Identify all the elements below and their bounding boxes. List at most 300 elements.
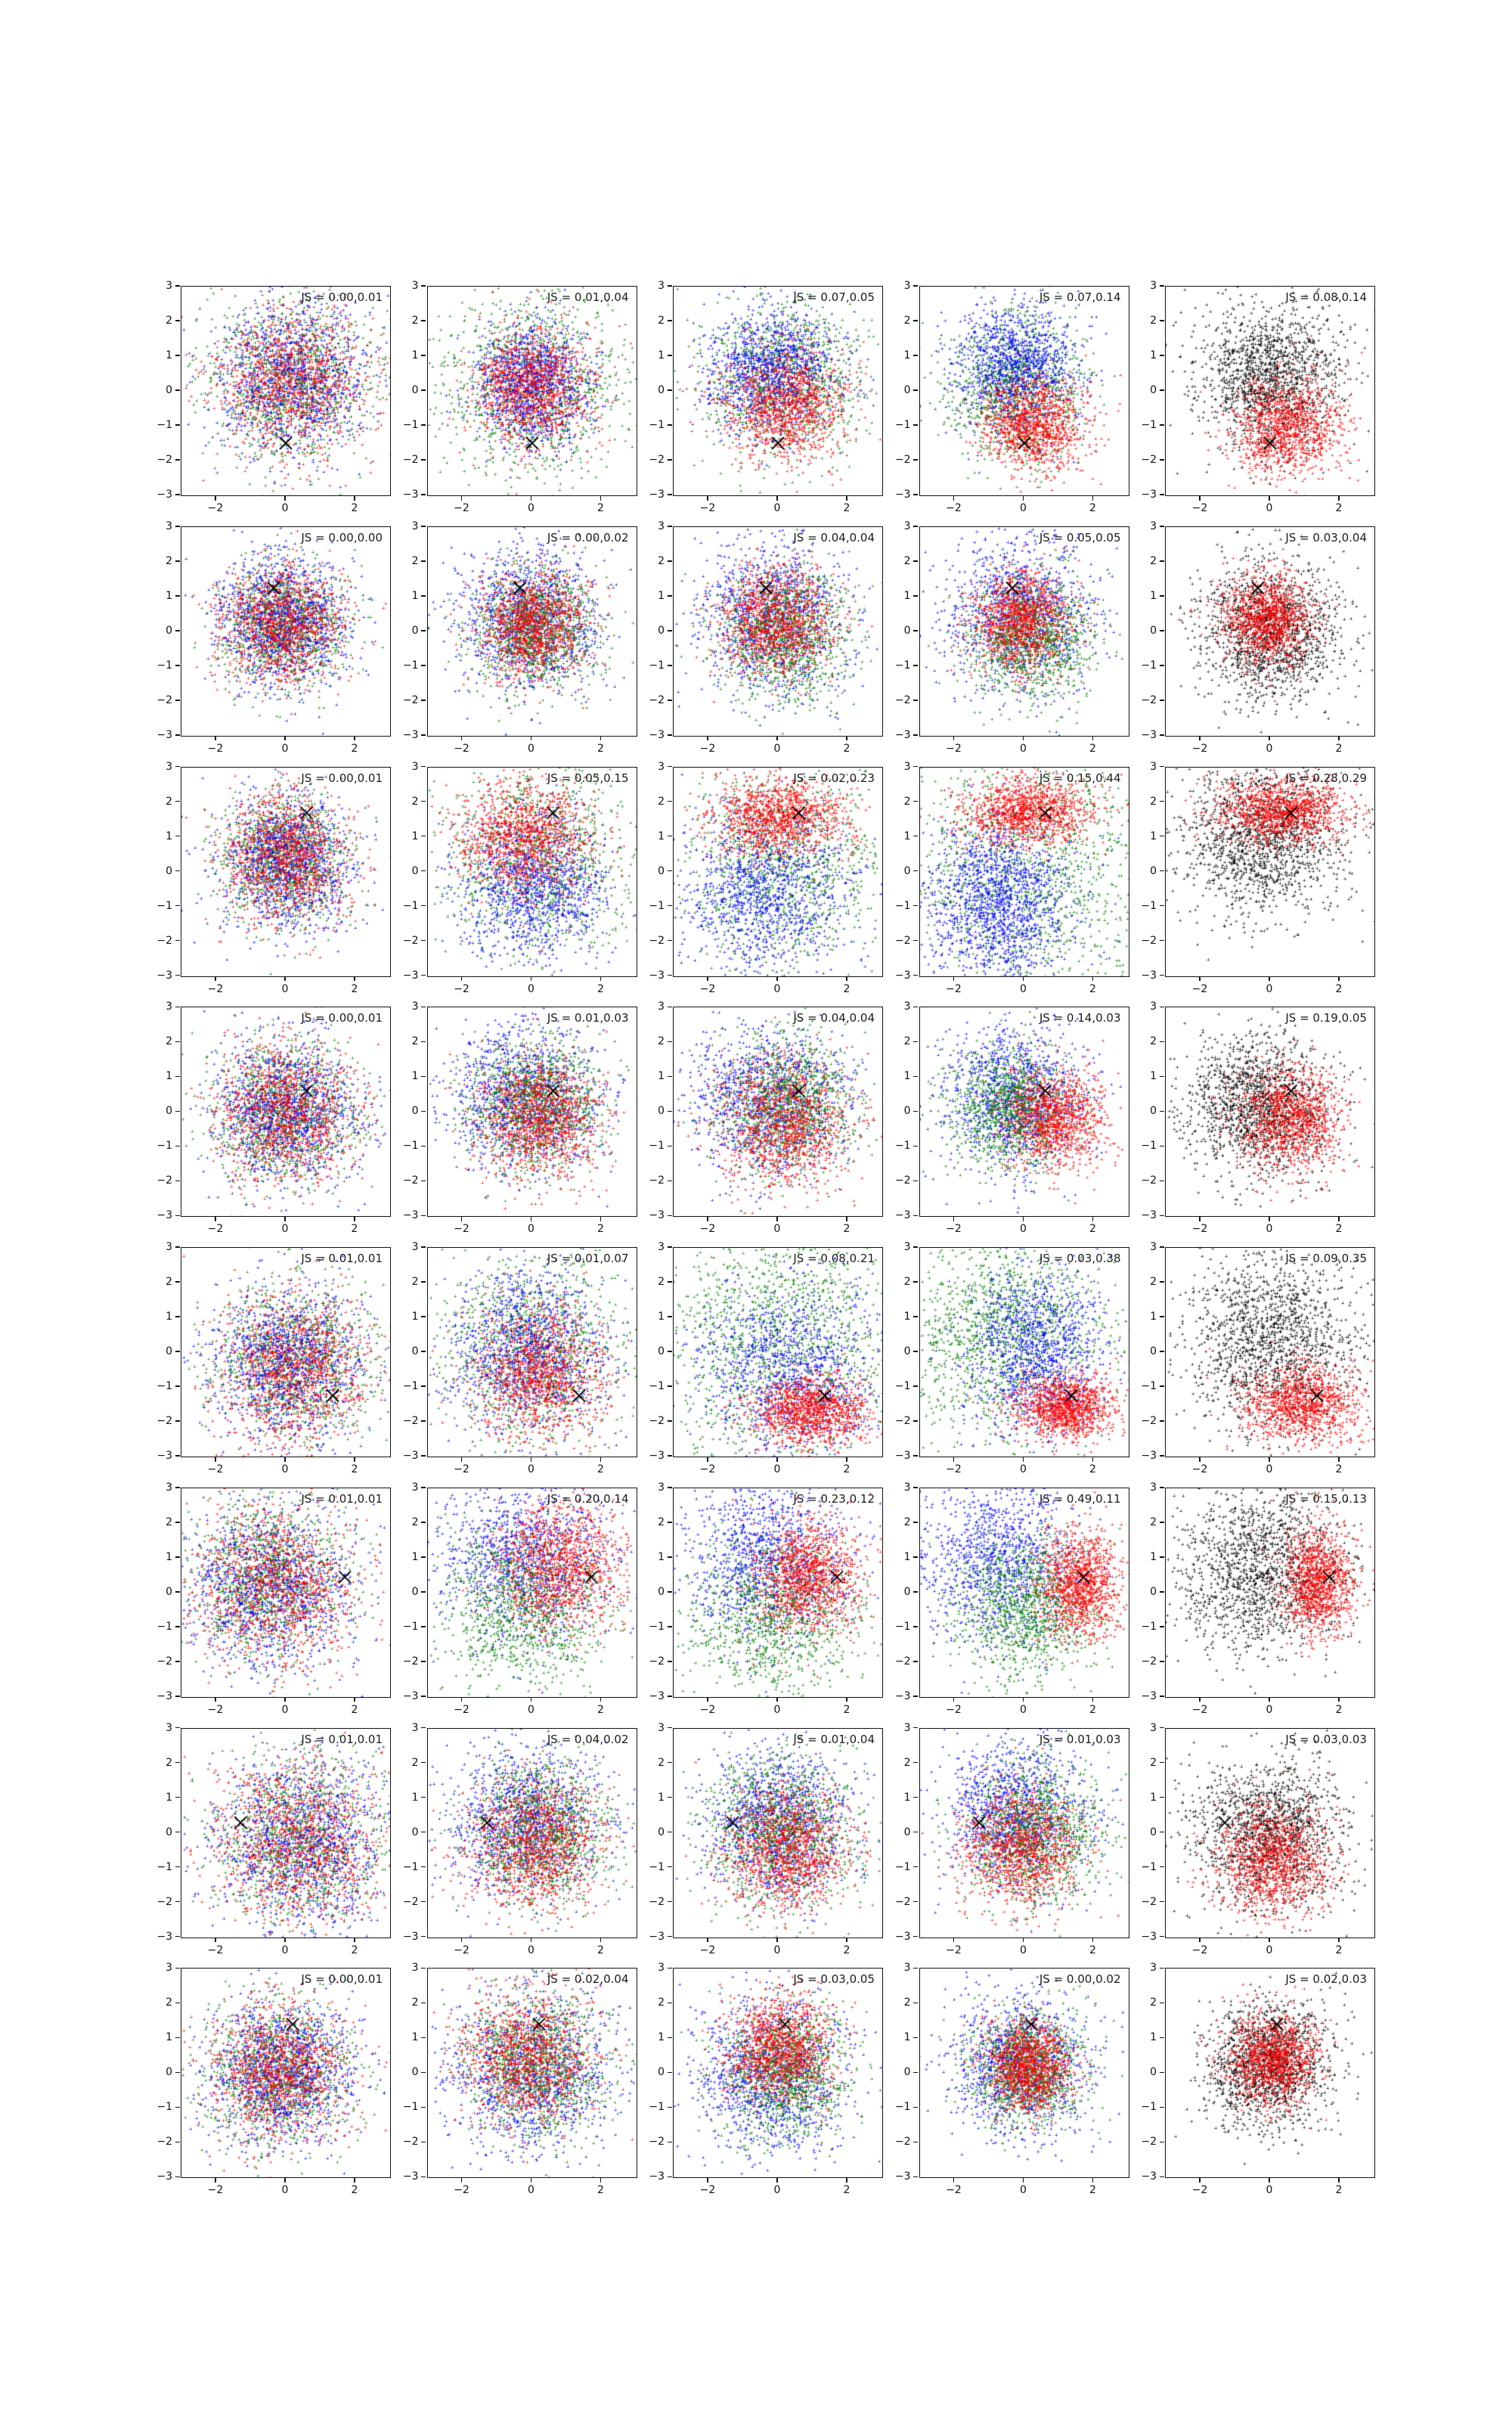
y-axis-tick-label: −1 [894,1860,911,1873]
x-axis-tick [354,736,355,740]
scatter-canvas [1166,287,1374,495]
y-axis-tick [913,1351,918,1352]
y-axis-tick-label: 2 [166,1996,172,2009]
y-axis-tick-label: 3 [1150,1001,1157,1013]
x-axis-tick-label: 2 [843,982,850,995]
x-axis-tick-label: 2 [843,1703,850,1716]
y-axis-tick [913,2142,918,2143]
y-axis-tick-label: 0 [1150,1826,1157,1838]
y-axis-tick [175,1487,180,1488]
y-axis-tick-label: −2 [156,1415,172,1427]
y-axis-tick [1160,2072,1164,2074]
y-axis-tick [668,630,672,631]
scatter-subplot-r6-c3 [649,1481,881,1716]
y-axis-tick-label: −2 [402,454,419,466]
x-axis-tick [215,2178,216,2183]
y-axis-tick [668,1626,672,1627]
y-axis-tick-label: −2 [402,1895,419,1908]
y-axis-tick [1160,1797,1164,1798]
y-axis-tick-label: 1 [903,1311,911,1323]
y-axis-tick-label: −2 [156,454,172,466]
x-axis-tick-label: 2 [1089,1703,1096,1716]
y-axis-tick [175,320,180,321]
x-axis-tick [1338,1217,1340,1221]
js-divergence-label: JS = 0.01,0.04 [793,1732,875,1746]
x-axis-tick-label: −2 [946,1703,962,1716]
y-axis-tick-label: 1 [411,1791,419,1804]
js-divergence-label: JS = 0.08,0.21 [793,1252,875,1265]
y-axis-tick [1160,700,1164,701]
x-axis-tick-label: −2 [454,1944,469,1956]
x-axis-tick [846,1217,847,1221]
y-axis-tick [913,1762,918,1764]
y-axis-tick-label: 3 [166,520,172,532]
y-axis-tick [421,1146,426,1147]
scatter-subplot-r8-c1 [156,1962,389,2197]
y-axis-tick [913,2072,918,2074]
x-axis-tick [1092,1217,1094,1221]
y-axis-tick [668,1007,672,1008]
y-axis-tick-label: 1 [166,2031,172,2044]
y-axis-tick [421,1351,426,1352]
y-axis-tick [1160,595,1164,597]
y-axis-tick [175,459,180,461]
y-axis-tick-label: 3 [411,520,419,532]
y-axis-tick [668,526,672,527]
y-axis-tick [668,1661,672,1662]
y-axis-tick [668,870,672,872]
y-axis-tick-label: 3 [411,1721,419,1734]
x-axis-tick [846,736,847,740]
x-axis-tick [600,2178,602,2183]
y-axis-tick [1160,1215,1164,1217]
y-axis-tick [1160,1661,1164,1662]
axes-frame [427,767,637,977]
y-axis-tick-label: −3 [156,969,172,982]
y-axis-tick-label: 1 [166,349,172,361]
scatter-canvas [181,1969,390,2177]
x-axis-tick-label: 2 [1089,1944,1096,1956]
y-axis-tick [1160,940,1164,942]
x-axis-tick-label: 0 [1020,2184,1027,2197]
x-axis-tick-label: 0 [773,502,781,514]
y-axis-tick-label: 1 [903,1550,911,1563]
y-axis-tick [913,1626,918,1627]
y-axis-tick [668,2176,672,2178]
y-axis-tick [1160,1696,1164,1697]
y-axis-tick-label: 3 [166,1481,172,1494]
axes-frame [427,1968,637,2178]
y-axis-tick-label: −3 [894,728,911,741]
scatter-subplot-r8-c4 [894,1962,1128,2197]
y-axis-tick-label: −3 [156,489,172,501]
y-axis-tick-label: 2 [411,1996,419,2009]
y-axis-tick-label: −2 [894,1655,911,1668]
y-axis-tick-label: 3 [166,1962,172,1975]
y-axis-tick [913,1487,918,1488]
y-axis-tick-label: −1 [894,1140,911,1153]
x-axis-tick-label: −2 [946,502,962,514]
y-axis-tick [668,1041,672,1043]
axes-frame [1165,1488,1375,1698]
x-axis-tick-label: 2 [1335,502,1343,514]
y-axis-tick-label: 3 [411,280,419,292]
scatter-subplot-r2-c2 [402,520,636,755]
y-axis-tick [1160,1832,1164,1833]
x-axis-tick [707,2178,708,2183]
x-axis-tick [846,2178,847,2183]
y-axis-tick [668,1487,672,1488]
y-axis-tick [175,1661,180,1662]
x-axis-tick [1199,976,1201,981]
x-axis-tick [215,1217,216,1221]
y-axis-tick-label: 1 [1150,1550,1157,1563]
scatter-canvas [181,287,390,495]
x-axis-tick [846,496,847,501]
x-axis-tick-label: 2 [1335,1944,1343,1956]
scatter-canvas [181,1729,390,1938]
x-axis-tick-label: 0 [1266,1944,1273,1956]
x-axis-tick-label: 2 [597,742,604,755]
y-axis-tick-label: 0 [903,1345,911,1357]
y-axis-tick [668,1866,672,1868]
scatter-subplot-r6-c2 [402,1481,636,1716]
js-divergence-label: JS = 0.01,0.07 [547,1252,629,1265]
y-axis-tick [421,630,426,631]
x-axis-tick [846,1697,847,1702]
y-axis-tick-label: 3 [411,1481,419,1494]
y-axis-tick [175,1797,180,1798]
y-axis-tick [1160,665,1164,666]
y-axis-tick-label: 0 [903,2066,911,2079]
y-axis-tick-label: 2 [166,1035,172,1048]
axes-frame [919,1247,1129,1457]
scatter-canvas [428,1248,637,1457]
scatter-canvas [920,1969,1129,2177]
x-axis-tick-label: 2 [351,1703,358,1716]
y-axis-tick-label: −1 [402,1380,419,1392]
y-axis-tick-label: −1 [649,2101,665,2114]
scatter-subplot-r4-c2 [402,1001,636,1236]
scatter-subplot-r2-c1 [156,520,389,755]
y-axis-tick [1160,1385,1164,1387]
y-axis-tick [913,1007,918,1008]
y-axis-tick-label: −2 [402,1415,419,1427]
y-axis-tick [913,1936,918,1938]
x-axis-tick-label: 2 [1335,1463,1343,1475]
x-axis-tick-label: 0 [1020,742,1027,755]
axes-frame [673,286,883,496]
x-axis-tick [1269,1938,1270,1942]
y-axis-tick-label: 0 [411,2066,419,2079]
x-axis-tick-label: −2 [207,742,224,755]
y-axis-tick-label: 2 [903,1996,911,2009]
x-axis-tick [461,2178,463,2183]
y-axis-tick [668,389,672,391]
axes-frame [919,1728,1129,1938]
y-axis-tick [913,1797,918,1798]
scatter-subplot-r3-c2 [402,760,636,995]
x-axis-tick-label: 2 [597,1944,604,1956]
y-axis-tick [175,630,180,631]
y-axis-tick-label: 0 [658,624,665,637]
scatter-subplot-r4-c5 [1141,1001,1374,1236]
x-axis-tick [461,1938,463,1942]
y-axis-tick-label: −1 [1141,419,1157,431]
y-axis-tick [421,389,426,391]
x-axis-tick-label: 2 [1089,1223,1096,1236]
x-axis-tick [846,976,847,981]
y-axis-tick [1160,1556,1164,1558]
y-axis-tick-label: −2 [649,1415,665,1427]
js-divergence-label: JS = 0.23,0.12 [793,1491,875,1506]
y-axis-tick-label: −3 [156,1689,172,1702]
y-axis-tick [913,459,918,461]
x-axis-tick [215,1938,216,1942]
scatter-canvas [674,287,882,495]
x-axis-tick-label: 0 [1266,742,1273,755]
y-axis-tick [1160,630,1164,631]
x-axis-tick-label: −2 [454,502,469,514]
x-axis-tick [1338,2178,1340,2183]
y-axis-tick-label: 1 [903,349,911,361]
x-axis-tick [707,1938,708,1942]
y-axis-tick [175,2107,180,2108]
x-axis-tick-label: 0 [773,1463,781,1475]
y-axis-tick-label: 0 [903,1105,911,1118]
y-axis-tick [421,1661,426,1662]
y-axis-tick-label: −2 [649,693,665,706]
y-axis-tick-label: 3 [166,760,172,773]
scatter-canvas [920,1729,1129,1938]
x-axis-tick [215,976,216,981]
y-axis-tick [913,1246,918,1248]
y-axis-tick [175,1281,180,1283]
x-axis-tick [776,1938,778,1942]
x-axis-tick-label: −2 [946,1223,962,1236]
y-axis-tick-label: −1 [649,899,665,912]
x-axis-tick [461,496,463,501]
x-axis-tick [600,496,602,501]
scatter-subplot-r5-c2 [402,1241,636,1475]
axes-frame [1165,286,1375,496]
y-axis-tick-label: 3 [1150,1962,1157,1975]
y-axis-tick-label: 2 [658,1516,665,1528]
x-axis-tick-label: 0 [1020,1703,1027,1716]
x-axis-tick-label: 2 [1335,1223,1343,1236]
y-axis-tick [1160,285,1164,287]
js-divergence-label: JS = 0.00,0.01 [301,1972,383,1987]
y-axis-tick [421,1968,426,1969]
x-axis-tick [284,976,286,981]
y-axis-tick-label: 1 [166,1311,172,1323]
x-axis-tick [953,1697,955,1702]
y-axis-tick-label: −2 [156,934,172,947]
y-axis-tick [421,355,426,356]
y-axis-tick-label: −2 [156,1895,172,1908]
scatter-subplot-r1-c2 [402,280,636,514]
y-axis-tick [668,940,672,942]
y-axis-tick-label: 2 [1150,315,1157,327]
y-axis-tick [913,320,918,321]
x-axis-tick [531,496,532,501]
y-axis-tick-label: 2 [903,554,911,567]
y-axis-tick [421,1901,426,1903]
x-axis-tick [1023,736,1024,740]
x-axis-tick-label: 2 [843,1463,850,1475]
y-axis-tick [668,905,672,907]
x-axis-tick-label: 2 [843,502,850,514]
scatter-subplot-r5-c3 [649,1241,881,1475]
y-axis-tick-label: 2 [658,554,665,567]
x-axis-tick [354,1457,355,1462]
y-axis-tick-label: 2 [903,1516,911,1528]
y-axis-tick [421,285,426,287]
y-axis-tick-label: −2 [649,1895,665,1908]
x-axis-tick-label: −2 [454,1463,469,1475]
scatter-canvas [1166,1007,1374,1216]
y-axis-tick [913,870,918,872]
y-axis-tick [421,595,426,597]
x-axis-tick [1199,496,1201,501]
y-axis-tick-label: 3 [658,1001,665,1013]
y-axis-tick [913,1041,918,1043]
y-axis-tick [421,1420,426,1422]
y-axis-tick-label: 0 [411,1826,419,1838]
y-axis-tick [421,1626,426,1627]
x-axis-tick-label: 2 [843,1223,850,1236]
x-axis-tick-label: 0 [773,1223,781,1236]
scatter-canvas [181,1248,390,1457]
y-axis-tick [668,2142,672,2143]
x-axis-tick-label: −2 [699,742,716,755]
x-axis-tick-label: 0 [528,1463,534,1475]
scatter-canvas [1166,768,1374,976]
y-axis-tick-label: 1 [658,1311,665,1323]
axes-frame [181,526,391,737]
y-axis-tick [175,1316,180,1317]
x-axis-tick [953,1938,955,1942]
y-axis-tick-label: 3 [411,1001,419,1013]
scatter-canvas [428,1969,637,2177]
x-axis-tick-label: 0 [281,1944,289,1956]
x-axis-tick [1338,976,1340,981]
y-axis-tick [668,424,672,426]
js-divergence-label: JS = 0.04,0.04 [793,1011,875,1025]
y-axis-tick-label: −3 [894,1689,911,1702]
axes-frame [919,526,1129,737]
scatter-subplot-r3-c3 [649,760,881,995]
x-axis-tick [1092,736,1094,740]
js-divergence-label: JS = 0.03,0.04 [1285,530,1367,544]
y-axis-tick [421,2037,426,2039]
x-axis-tick [953,496,955,501]
y-axis-tick [421,1316,426,1317]
x-axis-tick-label: −2 [207,1223,224,1236]
axes-frame [1165,1247,1375,1457]
y-axis-tick-label: 0 [1150,384,1157,396]
y-axis-tick [421,1181,426,1182]
x-axis-tick-label: −2 [699,1703,716,1716]
y-axis-tick [668,1727,672,1729]
y-axis-tick-label: −1 [1141,899,1157,912]
y-axis-tick-label: −2 [649,1174,665,1187]
y-axis-tick-label: −2 [156,2136,172,2149]
y-axis-tick-label: 3 [658,1721,665,1734]
y-axis-tick-label: 2 [903,1756,911,1769]
y-axis-tick-label: −2 [894,1895,911,1908]
y-axis-tick-label: 0 [1150,1105,1157,1118]
y-axis-tick [668,1696,672,1697]
x-axis-tick [354,1217,355,1221]
y-axis-tick-label: −1 [894,1380,911,1392]
y-axis-tick [175,2176,180,2178]
y-axis-tick-label: 3 [903,280,911,292]
scatter-subplot-r3-c1 [156,760,389,995]
y-axis-tick-label: 0 [658,1105,665,1118]
y-axis-tick [668,1901,672,1903]
y-axis-tick-label: 2 [658,1035,665,1048]
scatter-subplot-r1-c4 [894,280,1128,514]
y-axis-tick [913,1696,918,1697]
scatter-subplot-r8-c5 [1141,1962,1374,2197]
y-axis-tick-label: −1 [1141,1140,1157,1153]
y-axis-tick [421,1215,426,1217]
y-axis-tick [1160,905,1164,907]
x-axis-tick [600,1217,602,1221]
y-axis-tick [421,975,426,976]
js-divergence-label: JS = 0.01,0.03 [547,1011,629,1025]
x-axis-tick-label: 2 [1089,502,1096,514]
y-axis-tick-label: 1 [1150,349,1157,361]
scatter-canvas [920,1488,1129,1697]
y-axis-tick-label: −3 [402,1450,419,1462]
x-axis-tick [354,976,355,981]
x-axis-tick-label: −2 [946,982,962,995]
x-axis-tick [1199,1217,1201,1221]
axes-frame [673,1968,883,2178]
y-axis-tick [668,1181,672,1182]
x-axis-tick-label: −2 [1191,742,1208,755]
x-axis-tick [776,736,778,740]
y-axis-tick [175,1455,180,1457]
y-axis-tick [175,700,180,701]
y-axis-tick [421,1455,426,1457]
y-axis-tick-label: −3 [894,1930,911,1943]
y-axis-tick [175,1385,180,1387]
y-axis-tick-label: 3 [903,1001,911,1013]
y-axis-tick [913,2003,918,2004]
x-axis-tick [461,1697,463,1702]
y-axis-tick-label: −2 [1141,454,1157,466]
y-axis-tick [175,389,180,391]
y-axis-tick-label: 1 [411,1070,419,1083]
y-axis-tick-label: −2 [402,1174,419,1187]
y-axis-tick-label: 0 [166,384,172,396]
y-axis-tick [913,665,918,666]
y-axis-tick [421,1041,426,1043]
y-axis-tick-label: 1 [166,1070,172,1083]
x-axis-tick-label: 0 [1020,982,1027,995]
y-axis-tick-label: −1 [402,1140,419,1153]
y-axis-tick [1160,1246,1164,1248]
y-axis-tick-label: 2 [1150,1996,1157,2009]
y-axis-tick-label: −3 [1141,489,1157,501]
x-axis-tick [1092,1457,1094,1462]
scatter-canvas [920,1248,1129,1457]
y-axis-tick [913,801,918,802]
y-axis-tick-label: −3 [1141,728,1157,741]
